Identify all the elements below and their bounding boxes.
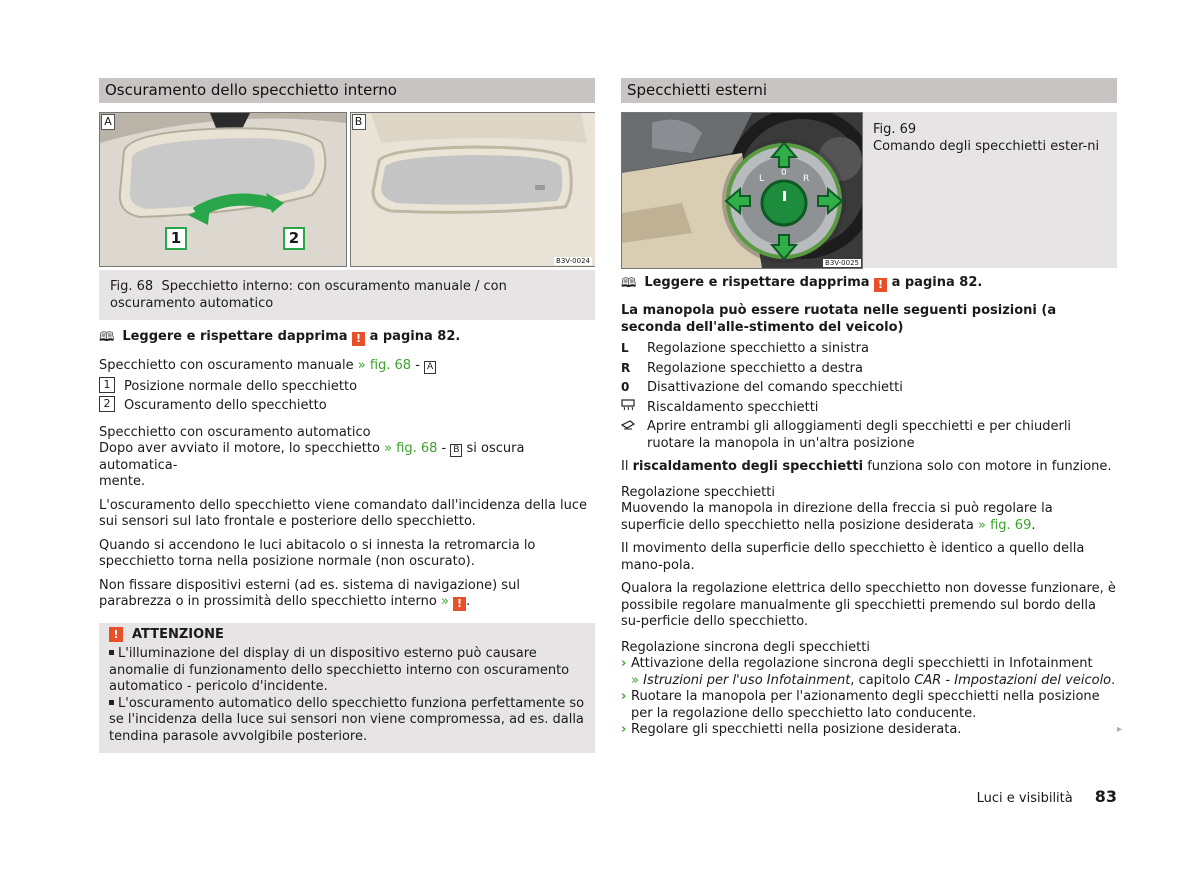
warning-icon: ! — [352, 332, 365, 346]
attention-header — [109, 623, 585, 643]
book-icon: 🕮 — [99, 329, 115, 345]
step-chevron-icon: › — [621, 689, 627, 704]
position-0-symbol: 0 — [621, 380, 630, 394]
reference-page: a pagina 82. — [369, 329, 461, 344]
mirror-heating-icon — [621, 398, 647, 418]
sync-title: Regolazione sincrona degli specchietti — [621, 639, 870, 655]
attention-item: L'oscuramento automatico dello specchietto funziona perfettamente so se l'incidenza della luce sui sensori non viene compromessa, ad es. dalla tendina parasole avvolgibile posteriore. — [109, 695, 585, 744]
list-item: 1 Posizione normale dello specchietto — [99, 377, 595, 397]
attention-item: L'illuminazione del display di un dispositivo esterno può causare anomalie di funzionamento dello specchietto interno con oscuramento automatico - pericolo d'incidente. — [109, 646, 570, 694]
paragraph: L'oscuramento dello specchietto viene comandato dall'incidenza della luce sui sensori sul lato frontale e posteriore dello specchietto. — [99, 497, 587, 529]
reference-page: a pagina 82. — [891, 275, 983, 290]
paragraph: Non fissare dispositivi esterni (ad es. sistema di navigazione) sul parabrezza o in prossimità dello specchietto interno » ! . — [99, 577, 520, 610]
caption-prefix: Fig. 69 — [873, 122, 917, 137]
paragraph: Quando si accendono le luci abitacolo o si innesta la retromarcia lo specchietto torna nella posizione normale (non oscurato). — [99, 537, 536, 569]
figure-code: B3V-0025 — [825, 259, 859, 267]
footer-section: Luci e visibilità — [976, 791, 1073, 806]
position-r-symbol: R — [621, 360, 631, 375]
left-section-heading: Oscuramento dello specchietto interno — [99, 78, 595, 103]
page-footer — [977, 787, 1117, 806]
step-chevron-icon: › — [621, 722, 627, 737]
manual-mirror-illustration — [100, 113, 346, 266]
reference-text: Leggere e rispettare dapprima — [644, 275, 870, 290]
warning-icon: ! — [874, 278, 887, 292]
figure-69-caption — [863, 112, 1117, 268]
mirror-adjustment-title: Regolazione specchietti — [621, 484, 775, 500]
figure-letter-a: A — [424, 361, 436, 374]
left-column — [99, 78, 595, 753]
knob-label-l: L — [759, 174, 765, 184]
page-number: 83 — [1094, 787, 1117, 806]
manual-dimming-title: Specchietto con oscuramento manuale » fig. 68 - A — [99, 358, 595, 375]
list-item: 2 Oscuramento dello specchietto — [99, 396, 595, 416]
figure-label-a: A — [101, 114, 115, 130]
paragraph: Il movimento della superficie dello specchietto è identico a quello della mano-pola. — [621, 541, 1085, 573]
fig-68-link[interactable]: » fig. 68 — [384, 441, 438, 456]
step-chevron-icon: › — [621, 656, 627, 671]
figure-68-caption — [99, 270, 595, 320]
caption-text: Specchietto interno: con oscuramento manuale / con oscuramento automatico — [110, 279, 507, 311]
list-item: Riscaldamento specchietti — [621, 398, 1117, 418]
figure-code: B3V-0024 — [556, 257, 590, 265]
bullet-icon — [109, 700, 114, 705]
position-l-symbol: L — [621, 341, 629, 355]
knob-label-0: 0 — [781, 168, 787, 178]
list-item: R Regolazione specchietto a destra — [621, 359, 1117, 379]
fig-69-link[interactable]: » fig. 69 — [978, 517, 1032, 533]
number-box-2: 2 — [99, 396, 115, 412]
step-item: › Ruotare la manopola per l'azionamento degli specchietti nella posizione per la regolazione dello specchietto lato conducente. — [621, 689, 1100, 721]
reference-text: Leggere e rispettare dapprima — [122, 329, 348, 344]
figure-68 — [99, 112, 595, 267]
heating-paragraph: Il riscaldamento degli specchietti funziona solo con motore in funzione. — [621, 459, 1112, 474]
auto-dimming-title: Specchietto con oscuramento automatico — [99, 424, 371, 440]
door-control-illustration — [622, 113, 862, 268]
right-section-heading: Specchietti esterni — [621, 78, 1117, 103]
figure-69 — [621, 112, 1117, 268]
figure-letter-b: B — [450, 444, 462, 457]
caption-text: Comando degli specchietti ester-ni — [873, 138, 1100, 154]
auto-mirror-illustration — [351, 113, 595, 266]
safety-reference — [621, 275, 1117, 292]
mirror-adjustment-paragraph: Muovendo la manopola in direzione della freccia si può regolare la superficie dello specchietto nella posizione desiderata » fig. 69. — [621, 501, 1053, 533]
book-icon: 🕮 — [621, 275, 637, 291]
continue-arrow-icon: ▸ — [1117, 724, 1123, 735]
list-item: 0 Disattivazione del comando specchietti — [621, 378, 1117, 398]
intro-paragraph: La manopola può essere ruotata nelle seguenti posizioni (a seconda dell'alle-stimento del veicolo) — [621, 303, 1057, 335]
auto-dimming-paragraph: Dopo aver avviato il motore, lo specchietto » fig. 68 - B si oscura automatica- mente. — [99, 441, 525, 489]
infotainment-link[interactable]: » — [631, 672, 639, 688]
positions-list — [621, 339, 1117, 452]
callout-1: 1 — [165, 227, 187, 250]
warning-icon: ! — [109, 627, 123, 642]
caption-prefix: Fig. 68 — [110, 279, 154, 294]
warning-link[interactable]: » — [440, 594, 449, 609]
figure-69-image — [621, 112, 863, 269]
paragraph: Qualora la regolazione elettrica dello specchietto non dovesse funzionare, è possibile regolare manualmente gli specchietti premendo sul bordo della su-perficie dello specchietto. — [621, 581, 1116, 629]
step-item: › Regolare gli specchietti nella posizione desiderata. — [621, 722, 962, 737]
knob-label-r: R — [803, 174, 810, 184]
warning-icon: ! — [453, 597, 466, 611]
step-item: › Attivazione della regolazione sincrona degli specchietti in Infotainment » Istruzioni per l'uso Infotainment, capitolo CAR - Impostazioni del veicolo. — [621, 656, 1116, 688]
right-column — [621, 78, 1117, 739]
mirror-fold-icon — [621, 419, 647, 452]
list-item: Aprire entrambi gli alloggiamenti degli specchietti e per chiuderli ruotare la manopola in un'altra posizione — [621, 417, 1117, 452]
list-item: L Regolazione specchietto a sinistra — [621, 339, 1117, 359]
attention-box — [99, 623, 595, 753]
figure-label-b: B — [352, 114, 366, 130]
fig-68-link[interactable]: » fig. 68 — [357, 358, 412, 373]
safety-reference — [99, 329, 595, 346]
callout-2: 2 — [283, 227, 305, 250]
bullet-icon — [109, 650, 114, 655]
attention-title: ATTENZIONE — [132, 626, 224, 642]
number-box-1: 1 — [99, 377, 115, 393]
figure-68-panel-b — [350, 112, 596, 267]
figure-68-panel-a — [99, 112, 347, 267]
